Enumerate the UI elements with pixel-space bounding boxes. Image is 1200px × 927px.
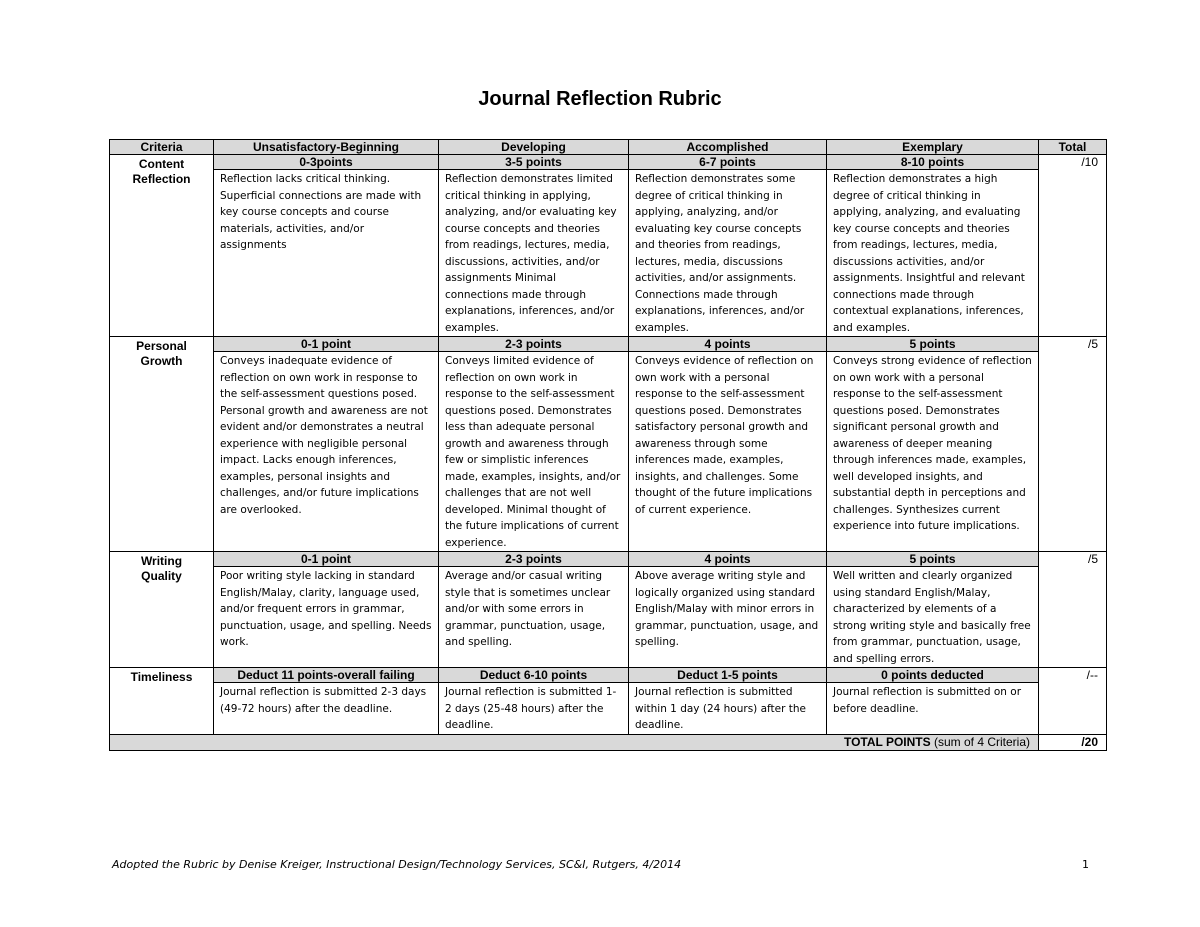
level-description: Journal reflection is submitted within 1 day (24 hours) after the deadline. xyxy=(629,683,827,735)
header-total: Total xyxy=(1039,140,1107,155)
level-description: Journal reflection is submitted 2-3 days (49-72 hours) after the deadline. xyxy=(214,683,439,735)
description-row xyxy=(110,170,1107,337)
total-points-label-suffix: (sum of 4 Criteria) xyxy=(930,734,1030,749)
description-row xyxy=(110,683,1107,735)
total-points-value: /20 xyxy=(1039,734,1107,750)
level-description: Journal reflection is submitted on or before deadline. xyxy=(827,683,1039,735)
points-range: 5 points xyxy=(827,552,1039,567)
criterion-total: /10 xyxy=(1039,155,1107,337)
level-description: Conveys limited evidence of reflection on own work in response to the self-assessment questions posed. Demonstrates less than adequate personal growth and awareness through few or simplistic inferences made, examples, insights, and/or challenges that are not well developed. Minimal thought of the future implications of current experience. xyxy=(439,352,629,552)
points-range: 4 points xyxy=(629,552,827,567)
level-description: Conveys evidence of reflection on own work with a personal response to the self-assessment questions posed. Demonstrates satisfactory personal growth and awareness through some inferences made, examples, insights, and challenges. Some thought of the future implications of current experience. xyxy=(629,352,827,552)
header-exemplary: Exemplary xyxy=(827,140,1039,155)
level-description: Reflection demonstrates limited critical thinking in applying, analyzing, and/or evaluating key course concepts and theories from readings, lectures, media, discussions, activities, and/or assignments Minimal connections made through explanations, inferences, and/or examples. xyxy=(439,170,629,337)
level-description: Above average writing style and logically organized using standard English/Malay with minor errors in grammar, punctuation, usage, and spelling. xyxy=(629,567,827,668)
footer-attribution: Adopted the Rubric by Denise Kreiger, Instructional Design/Technology Services, SC&I, Rutgers, 4/2014 xyxy=(112,858,682,871)
criterion-total: /5 xyxy=(1039,337,1107,552)
header-developing: Developing xyxy=(439,140,629,155)
level-description: Conveys strong evidence of reflection on own work with a personal response to the self-assessment questions posed. Demonstrates significant personal growth and awareness of deeper meaning through inferences made, examples, well developed insights, and substantial depth in perceptions and challenges. Synthesizes current experience into future implications. xyxy=(827,352,1039,552)
level-description: Journal reflection is submitted 1-2 days (25-48 hours) after the deadline. xyxy=(439,683,629,735)
rubric-table xyxy=(109,139,1107,751)
points-row xyxy=(110,155,1107,170)
points-range: Deduct 6-10 points xyxy=(439,668,629,683)
header-accomplished: Accomplished xyxy=(629,140,827,155)
points-range: 2-3 points xyxy=(439,552,629,567)
document-title: Journal Reflection Rubric xyxy=(478,88,722,110)
page-number: 1 xyxy=(1082,858,1089,871)
points-range: 0-1 point xyxy=(214,337,439,352)
header-row xyxy=(110,140,1107,155)
level-description: Conveys inadequate evidence of reflection on own work in response to the self-assessment questions posed. Personal growth and awareness are not evident and/or demonstrates a neutral experience with negligible personal impact. Lacks enough inferences, examples, personal insights and challenges, and/or future implications are overlooked. xyxy=(214,352,439,552)
points-range: Deduct 1-5 points xyxy=(629,668,827,683)
level-description: Average and/or casual writing style that is sometimes unclear and/or with some errors in grammar, punctuation, usage, and spelling. xyxy=(439,567,629,668)
criterion-name: Content Reflection xyxy=(110,155,214,337)
level-description: Well written and clearly organized using standard English/Malay, characterized by elements of a strong writing style and basically free from grammar, punctuation, usage, and spelling errors. xyxy=(827,567,1039,668)
level-description: Reflection demonstrates some degree of critical thinking in applying, analyzing, and/or evaluating key course concepts and theories from readings, lectures, media, discussions activities, and/or assignments. Connections made through explanations, inferences, and/or examples. xyxy=(629,170,827,337)
points-range: 0-3points xyxy=(214,155,439,170)
total-points-label xyxy=(110,734,1039,750)
points-range: 5 points xyxy=(827,337,1039,352)
points-row xyxy=(110,337,1107,352)
points-range: 0-1 point xyxy=(214,552,439,567)
points-range: 4 points xyxy=(629,337,827,352)
points-range: Deduct 11 points-overall failing xyxy=(214,668,439,683)
criterion-total: /5 xyxy=(1039,552,1107,668)
points-row xyxy=(110,552,1107,567)
points-range: 3-5 points xyxy=(439,155,629,170)
level-description: Reflection lacks critical thinking. Superficial connections are made with key course concepts and course materials, activities, and/or assignments xyxy=(214,170,439,337)
total-points-label-strong: TOTAL POINTS xyxy=(843,734,931,749)
points-range: 2-3 points xyxy=(439,337,629,352)
description-row xyxy=(110,352,1107,552)
header-criteria: Criteria xyxy=(110,140,214,155)
total-points-row xyxy=(110,734,1107,750)
criterion-name: Personal Growth xyxy=(110,337,214,552)
level-description: Reflection demonstrates a high degree of critical thinking in applying, analyzing, and evaluating key course concepts and theories from readings, lectures, media, discussions activities, and/or assignments. Insightful and relevant connections made through contextual explanations, inferences, and examples. xyxy=(827,170,1039,337)
criterion-name: Timeliness xyxy=(110,668,214,735)
criterion-name: Writing Quality xyxy=(110,552,214,668)
criterion-total: /-- xyxy=(1039,668,1107,735)
level-description: Poor writing style lacking in standard English/Malay, clarity, language used, and/or frequent errors in grammar, punctuation, usage, and spelling. Needs work. xyxy=(214,567,439,668)
description-row xyxy=(110,567,1107,668)
header-unsatisfactory: Unsatisfactory-Beginning xyxy=(214,140,439,155)
points-range: 6-7 points xyxy=(629,155,827,170)
points-row xyxy=(110,668,1107,683)
points-range: 8-10 points xyxy=(827,155,1039,170)
points-range: 0 points deducted xyxy=(827,668,1039,683)
